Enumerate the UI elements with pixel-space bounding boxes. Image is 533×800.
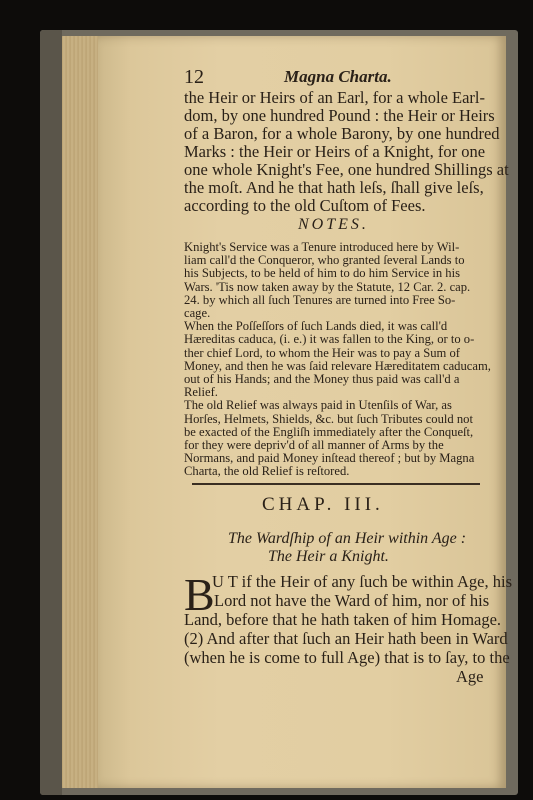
intro-line: dom, by one hundred Pound : the Heir or Heirs <box>184 106 495 125</box>
notes-line: his Subjects, to be held of him to do him Service in his <box>184 266 460 281</box>
notes-line: cage. <box>184 306 211 320</box>
notes-line: Normans, and paid Money inſtead thereof ; but by Magna <box>184 451 475 466</box>
notes-heading: NOTES. <box>298 216 369 233</box>
page-number: 12 <box>184 66 204 88</box>
notes-line: for they were depriv'd of all manner of Arms by the <box>184 438 444 452</box>
notes-line: Wars. 'Tis now taken away by the Statute, 12 Car. 2. cap. <box>184 279 471 294</box>
intro-line: Marks : the Heir or Heirs of a Knight, for one <box>184 142 486 161</box>
chapter-subtitle: The Heir a Knight. <box>268 548 389 565</box>
running-title: Magna Charta. <box>284 67 392 86</box>
notes-line: Knight's Service was a Tenure introduced here by Wil- <box>184 240 460 254</box>
notes-line: The old Relief was always paid in Utenſils of War, as <box>184 398 452 413</box>
intro-line: according to the old Cuſtom of Fees. <box>184 196 426 215</box>
page-edges <box>62 36 102 788</box>
intro-line: one whole Knight's Fee, one hundred Shillings at <box>184 160 509 179</box>
drop-cap: B <box>184 569 215 620</box>
book-spine-edge <box>40 30 62 795</box>
chapter-line: (when he is come to full Age) that is to ſay, to the <box>184 648 510 667</box>
chapter-subtitle: The Wardſhip of an Heir within Age : <box>228 530 467 547</box>
notes-line: ther chief Lord, to whom the Heir was to pay a Sum of <box>184 345 460 360</box>
notes-line: out of his Hands; and the Money thus paid was call'd a <box>184 372 460 386</box>
intro-line: the Heir or Heirs of an Earl, for a whole Earl- <box>184 88 485 107</box>
chapter-line: Lord not have the Ward of him, nor of his <box>214 591 490 610</box>
notes-line: When the Poſſeſſors of ſuch Lands died, it was call'd <box>184 319 448 334</box>
notes-line: be exacted of the Engliſh immediately after the Conqueſt, <box>184 424 474 439</box>
notes-line: Money, and then he was ſaid relevare Hæreditatem caducam, <box>184 358 491 373</box>
notes-line: Hæreditas caduca, (i. e.) it was fallen to the King, or to o- <box>184 332 475 347</box>
chapter-line: U T if the Heir of any ſuch be within Age, his <box>212 572 513 591</box>
notes-line: Relief. <box>184 385 218 400</box>
notes-line: Charta, the old Relief is reſtored. <box>184 464 350 479</box>
chapter-catchword: Age <box>456 667 484 686</box>
notes-line: Horſes, Helmets, Shields, &c. but ſuch Tributes could not <box>184 411 473 426</box>
intro-line: the moſt. And he that hath leſs, ſhall give leſs, <box>184 178 484 197</box>
notes-line: liam call'd the Conqueror, who granted ſeveral Lands to <box>184 253 465 268</box>
section-rule <box>192 483 480 485</box>
chapter-heading: CHAP. III. <box>262 494 384 515</box>
chapter-line: (2) And after that ſuch an Heir hath been in Ward <box>184 629 508 648</box>
notes-line: 24. by which all ſuch Tenures are turned into Free So- <box>184 292 456 307</box>
chapter-line: Land, before that he hath taken of him Homage. <box>184 610 502 629</box>
intro-line: of a Baron, for a whole Barony, by one hundred <box>184 124 500 143</box>
